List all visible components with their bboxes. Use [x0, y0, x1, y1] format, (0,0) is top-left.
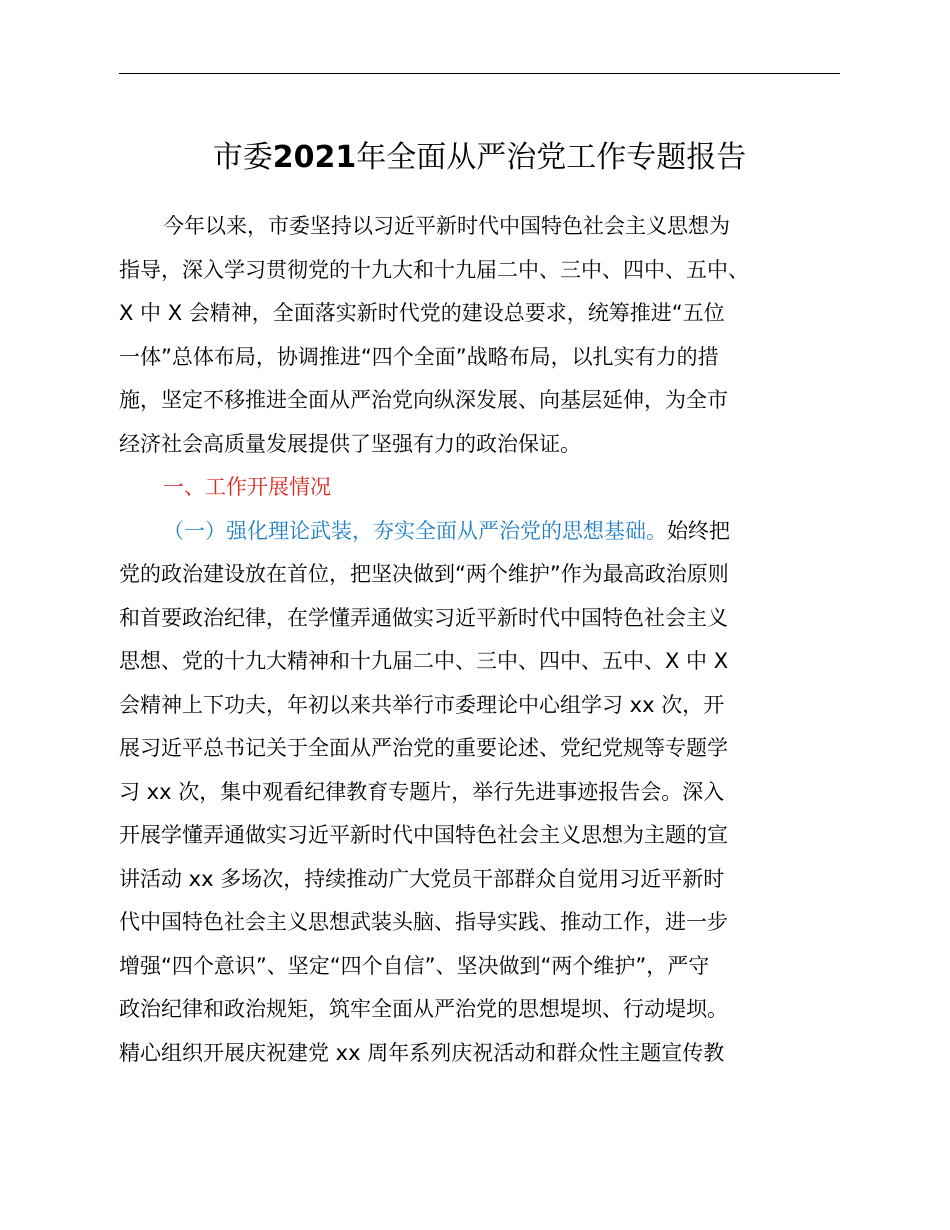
intro-line: 指导，深入学习贯彻党的十九大和十九届二中、三中、四中、五中、 [119, 257, 749, 282]
body-line: 开展学懂弄通做实习近平新时代中国特色社会主义思想为主题的宣 [119, 823, 728, 847]
body-line: 思想、党的十九大精神和十九届二中、三中、四中、五中、X 中 X [119, 649, 729, 673]
intro-line: X 中 X 会精神，全面落实新时代党的建设总要求，统筹推进“五位 [119, 301, 725, 325]
intro-line: 施，坚定不移推进全面从严治党向纵深发展、向基层延伸，为全市 [119, 388, 728, 412]
body-line: 习 xx 次，集中观看纪律教育专题片，举行先进事迹报告会。深入 [119, 779, 725, 804]
body-line: 政治纪律和政治规矩，筑牢全面从严治党的思想堤坝、行动堤坝。 [119, 997, 728, 1021]
subsection-first-line [119, 510, 840, 554]
body-line: 展习近平总书记关于全面从严治党的重要论述、党纪党规等专题学 [119, 736, 728, 760]
document-title [119, 136, 840, 180]
intro-line: 一体”总体布局，协调推进“四个全面”战略布局，以扎实有力的措 [119, 344, 719, 369]
intro-line: 今年以来，市委坚持以习近平新时代中国特色社会主义思想为 [163, 214, 730, 238]
body-line: 讲活动 xx 多场次，持续推动广大党员干部群众自觉用习近平新时 [119, 866, 725, 891]
intro-line: 经济社会高质量发展提供了坚强有力的政治保证。 [119, 431, 581, 456]
section-heading: 一、工作开展情况 [163, 475, 331, 499]
body-line: 精心组织开展庆祝建党 xx 周年系列庆祝活动和群众性主题宣传教 [119, 1040, 725, 1065]
body-line: 会精神上下功夫，年初以来共举行市委理论中心组学习 xx 次，开 [119, 692, 725, 717]
subsection-heading: （一）强化理论武装，夯实全面从严治党的思想基础。 [163, 518, 667, 543]
body-line: 党的政治建设放在首位，把坚决做到“两个维护”作为最高政治原则 [119, 562, 729, 586]
body-line: 代中国特色社会主义思想武装头脑、指导实践、推动工作，进一步 [119, 910, 728, 934]
document-body [119, 205, 840, 1075]
body-line: 和首要政治纪律，在学懂弄通做实习近平新时代中国特色社会主义 [119, 605, 728, 630]
title-suffix: 年全面从严治党工作专题报告 [356, 140, 747, 175]
title-prefix: 市委 [212, 140, 273, 175]
subsection-first-line-rest: 始终把 [667, 518, 730, 543]
title-year: 2021 [272, 140, 357, 175]
header-rule [119, 73, 840, 74]
body-line: 增强“四个意识”、坚定“四个自信”、坚决做到“两个维护”，严守 [119, 953, 710, 978]
